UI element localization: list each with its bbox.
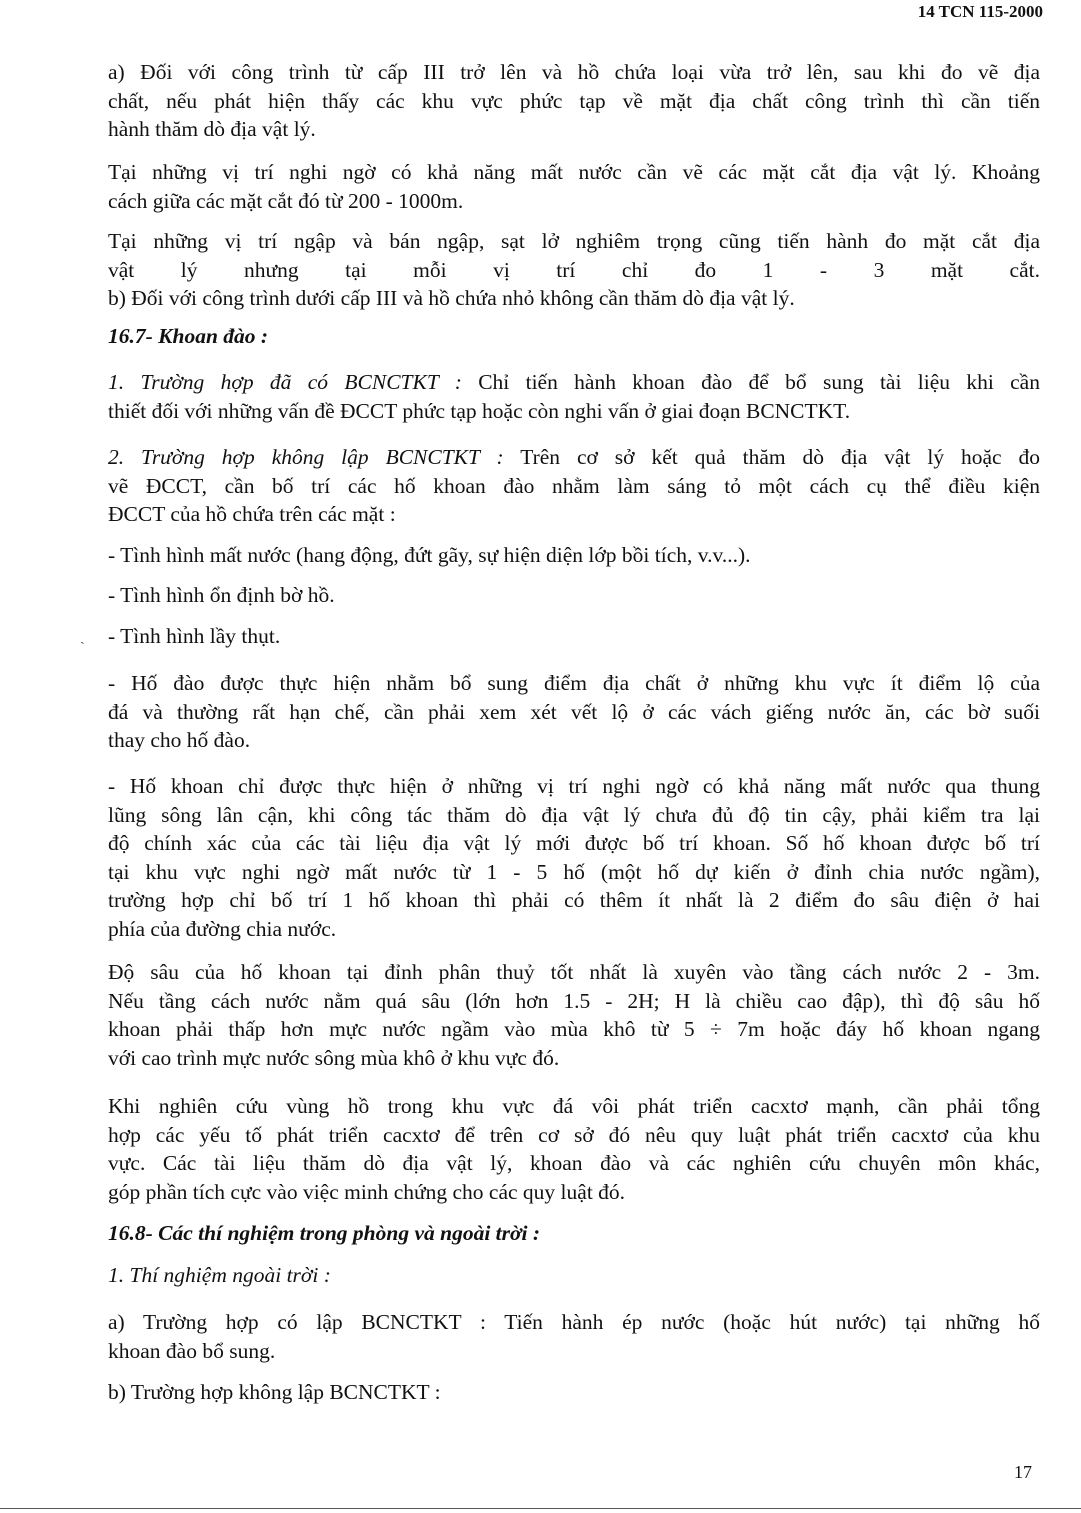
text-line: đá và thường rất hạn chế, cần phải xem xét vết lộ ở các vách giếng nước ăn, các bờ suối bbox=[108, 699, 1040, 724]
text-line: khoan đào bổ sung. bbox=[108, 1338, 276, 1363]
page-number: 17 bbox=[1014, 1462, 1032, 1482]
text-line: thay cho hố đào. bbox=[108, 728, 251, 752]
paragraph bbox=[108, 158, 1040, 215]
text-line: - Hố đào được thực hiện nhằm bổ sung điểm địa chất ở những khu vực ít điểm lộ của bbox=[108, 671, 1040, 695]
paragraph bbox=[108, 443, 1040, 529]
paragraph bbox=[108, 368, 1040, 425]
page-edge bbox=[0, 1508, 1081, 1509]
lead-in: 2. Trường hợp không lập BCNCTKT : bbox=[108, 445, 504, 469]
text-line: Độ sâu của hố khoan tại đỉnh phân thuỷ tốt nhất là xuyên vào tầng cách nước 2 - 3m. bbox=[108, 960, 1040, 984]
text-line: a) Đối với công trình từ cấp III trở lên và hồ chứa loại vừa trở lên, sau khi đo vẽ địa bbox=[108, 60, 1040, 84]
paragraph bbox=[108, 227, 1040, 313]
text-line bbox=[108, 368, 1040, 397]
lead-in: 1. Trường hợp đã có BCNCTKT : bbox=[108, 370, 462, 394]
text-line: b) Đối với công trình dưới cấp III và hồ chứa nhỏ không cần thăm dò địa vật lý. bbox=[108, 286, 795, 310]
subheading-text: 1. Thí nghiệm ngoài trời : bbox=[108, 1263, 331, 1287]
paragraph bbox=[108, 669, 1040, 755]
paragraph bbox=[108, 1308, 1040, 1365]
paragraph bbox=[108, 58, 1040, 144]
text-line: hợp các yếu tố phát triển cacxtơ để trên cơ sở đó nêu quy luật phát triển cacxtơ của khu bbox=[108, 1122, 1040, 1147]
text-line: b) Trường hợp không lập BCNCTKT : bbox=[108, 1380, 441, 1404]
text-line: - Hố khoan chỉ được thực hiện ở những vị trí nghi ngờ có khả năng mất nước qua thung bbox=[108, 774, 1040, 798]
text-line: lũng sông lân cận, khi công tác thăm dò địa vật lý chưa đủ độ tin cậy, phải kiểm tra lại bbox=[108, 802, 1040, 827]
line-text: Chỉ tiến hành khoan đào để bổ sung tài liệu khi cần bbox=[461, 370, 1040, 394]
text-line: hành thăm dò địa vật lý. bbox=[108, 117, 316, 141]
heading-text: 16.7- Khoan đào : bbox=[108, 324, 269, 348]
text-line: tại khu vực nghi ngờ mất nước từ 1 - 5 hố (một hố dự kiến ở đỉnh chia nước ngầm), bbox=[108, 859, 1040, 884]
heading-text: 16.8- Các thí nghiệm trong phòng và ngoài trời : bbox=[108, 1221, 541, 1245]
text-line: độ chính xác của các tài liệu địa vật lý mới được bố trí khoan. Số hố khoan được bố trí bbox=[108, 831, 1040, 855]
paragraph bbox=[108, 581, 1040, 610]
text-line: trường hợp chỉ bố trí 1 hố khoan thì phải có thêm ít nhất là 2 điểm đo sâu điện ở hai bbox=[108, 888, 1040, 912]
text-line: góp phần tích cực vào việc minh chứng cho các quy luật đó. bbox=[108, 1179, 626, 1204]
line-text: Trên cơ sở kết quả thăm dò địa vật lý hoặc đo bbox=[503, 445, 1040, 469]
text-line: thiết đối với những vấn đề ĐCCT phức tạp hoặc còn nghi vấn ở giai đoạn BCNCTKT. bbox=[108, 398, 851, 423]
paragraph bbox=[108, 1261, 1040, 1290]
text-line: Tại những vị trí nghi ngờ có khả năng mất nước cần vẽ các mặt cắt địa vật lý. Khoảng bbox=[108, 160, 1040, 184]
document-header: 14 TCN 115-2000 bbox=[917, 2, 1043, 21]
paragraph bbox=[108, 541, 1040, 570]
text-line: ĐCCT của hồ chứa trên các mặt : bbox=[108, 502, 396, 526]
text-line: Khi nghiên cứu vùng hồ trong khu vực đá vôi phát triển cacxtơ mạnh, cần phải tổng bbox=[108, 1094, 1040, 1118]
text-line: - Tình hình lầy thụt. bbox=[108, 624, 281, 648]
text-line: với cao trình mực nước sông mùa khô ở khu vực đó. bbox=[108, 1045, 560, 1070]
text-line: a) Trường hợp có lập BCNCTKT : Tiến hành ép nước (hoặc hút nước) tại những hố bbox=[108, 1310, 1040, 1334]
text-line: Tại những vị trí ngập và bán ngập, sạt lở nghiêm trọng cũng tiến hành đo mặt cắt địa bbox=[108, 229, 1040, 253]
section-heading bbox=[108, 1219, 1040, 1248]
text-line: - Tình hình ổn định bờ hồ. bbox=[108, 583, 335, 607]
text-line: cách giữa các mặt cắt đó từ 200 - 1000m. bbox=[108, 188, 464, 213]
text-line: phía của đường chia nước. bbox=[108, 916, 337, 941]
scan-mark: ˎ bbox=[80, 630, 85, 645]
text-line: Nếu tầng cách nước nằm quá sâu (lớn hơn 1.5 - 2H; H là chiều cao đập), thì độ sâu hố bbox=[108, 988, 1040, 1013]
text-line: chất, nếu phát hiện thấy các khu vực phức tạp về mặt địa chất công trình thì cần tiến bbox=[108, 88, 1040, 113]
paragraph bbox=[108, 1092, 1040, 1206]
text-line: vẽ ĐCCT, cần bố trí các hố khoan đào nhằm làm sáng tỏ một cách cụ thể điều kiện bbox=[108, 473, 1040, 498]
text-line: vực. Các tài liệu thăm dò địa vật lý, khoan đào và các nghiên cứu chuyên môn khác, bbox=[108, 1151, 1040, 1175]
text-line: - Tình hình mất nước (hang động, đứt gãy, sự hiện diện lớp bồi tích, v.v...). bbox=[108, 543, 751, 567]
paragraph bbox=[108, 958, 1040, 1072]
text-line bbox=[108, 443, 1040, 472]
text-line: vật lý nhưng tại mỗi vị trí chỉ đo 1 - 3 mặt cắt. bbox=[108, 257, 1040, 282]
paragraph bbox=[108, 622, 1040, 651]
text-line: khoan phải thấp hơn mực nước ngầm vào mùa khô từ 5 ÷ 7m hoặc đáy hố khoan ngang bbox=[108, 1017, 1040, 1041]
paragraph bbox=[108, 772, 1040, 943]
section-heading bbox=[108, 322, 1040, 351]
paragraph bbox=[108, 1378, 1040, 1407]
